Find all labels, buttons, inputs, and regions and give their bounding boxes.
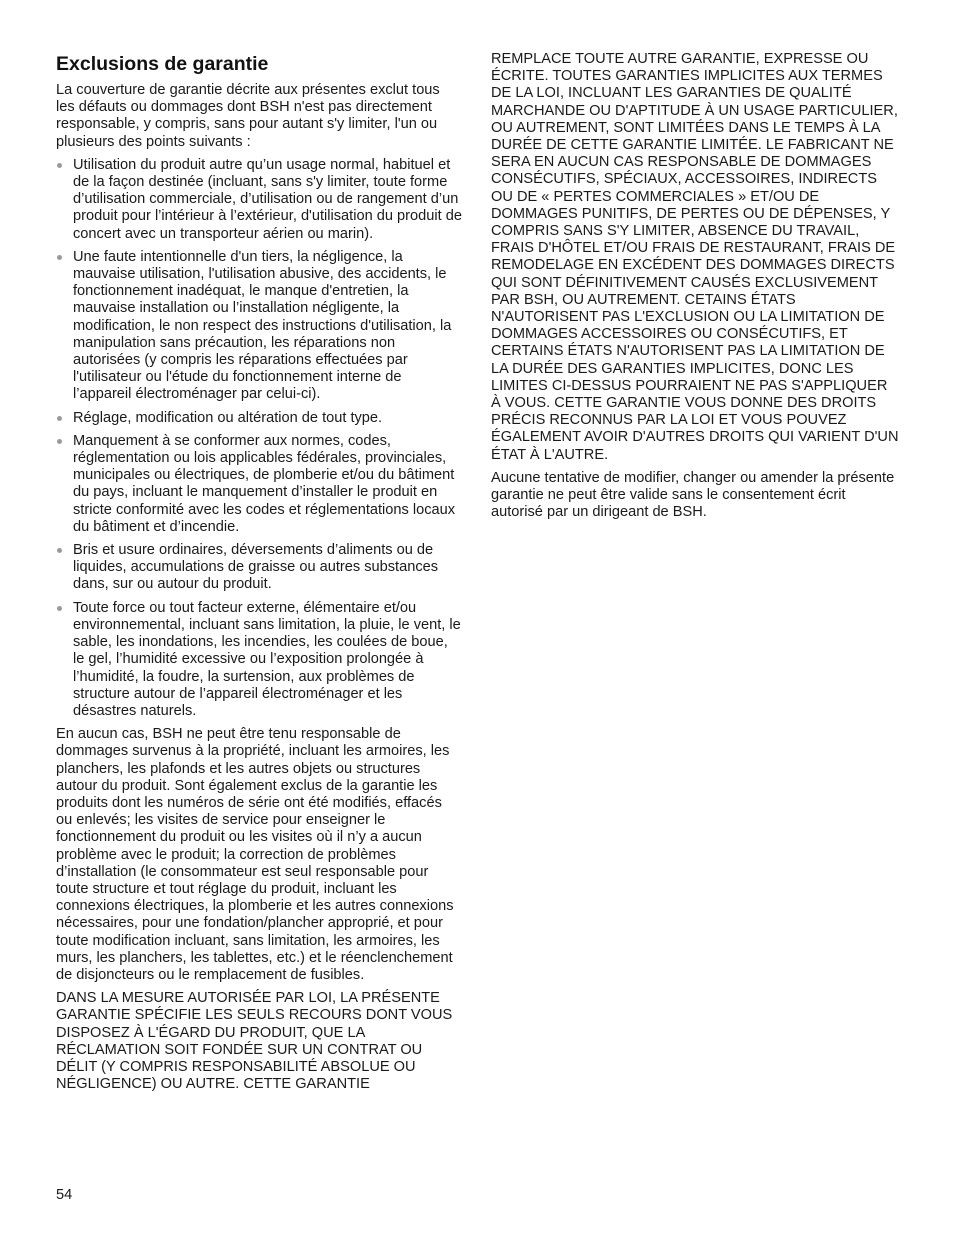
bullet-icon xyxy=(57,416,62,421)
list-item-text: Bris et usure ordinaires, déversements d’aliments ou de liquides, accumulations de graisse ou autres substances dans, sur ou autour du produit. xyxy=(73,542,439,593)
bullet-icon xyxy=(57,163,62,168)
right-column xyxy=(491,51,899,527)
bullet-icon xyxy=(57,255,62,260)
list-item xyxy=(56,433,462,536)
list-item xyxy=(56,542,462,594)
liability-paragraph: En aucun cas, BSH ne peut être tenu responsable de dommages survenus à la propriété, incluant les armoires, les planchers, les plafonds et les autres objets ou structures autour du produit. Sont également exclus de la garantie les produits dont les numéros de série ont été modifiés, effacés ou enlevés; les visites de service pour enseigner le fonctionnement du produit ou les visites où il n’y a aucun problème avec le produit; la correction de problèmes d’installation (le consommateur est seul responsable pour toute structure et tout réglage du produit, incluant les connexions électriques, la plomberie et les autres connexions nécessaires, pour une fondation/plancher approprié, et pour toute modification incluant, sans limitation, les armoires, les murs, les planchers, les tablettes, etc.) et le réenclenchement de disjoncteurs ou le remplacement de fusibles. xyxy=(56,726,454,983)
list-item-text: Manquement à se conformer aux normes, codes, réglementation ou lois applicables fédérales, provinciales, municipales ou électriques, de plomberie et/ou du bâtiment du pays, incluant le manquement d’installer le produit en stricte conformité avec les codes et réglementations locaux du bâtiment et d’incendie. xyxy=(73,432,456,535)
bullet-icon xyxy=(57,548,62,553)
list-item-text: Réglage, modification ou altération de tout type. xyxy=(73,409,383,426)
warranty-caps-continuation: REMPLACE TOUTE AUTRE GARANTIE, EXPRESSE OU ÉCRITE. TOUTES GARANTIES IMPLICITES AUX TERMES DE LA LOI, INCLUANT LES GARANTIES DE QUALITÉ MARCHANDE OU D'APTITUDE À UN USAGE PARTICULIER, OU AUTREMENT, SONT LIMITÉES DANS LE TEMPS À LA DURÉE DE CETTE GARANTIE LIMITÉE. LE FABRICANT NE SERA EN AUCUN CAS RESPONSABLE DE DOMMAGES CONSÉCUTIFS, SPÉCIAUX, ACCESSOIRES, INDIRECTS OU DE « PERTES COMMERCIALES » ET/OU DE DOMMAGES PUNITIFS, DE PERTES OU DE DÉPENSES, Y COMPRIS SANS S'Y LIMITER, ABSENCE DU TRAVAIL, FRAIS D'HÔTEL ET/OU FRAIS DE RESTAURANT, FRAIS DE REMODELAGE EN EXCÉDENT DES DOMMAGES DIRECTS QUI SONT DÉFINITIVEMENT CAUSÉS EXCLUSIVEMENT PAR BSH, OU AUTREMENT. CETAINS ÉTATS N'AUTORISENT PAS L'EXCLUSION OU LA LIMITATION DE DOMMAGES ACCESSOIRES OU CONSÉCUTIFS, ET CERTAINS ÉTATS N'AUTORISENT PAS LA LIMITATION DE LA DURÉE DES GARANTIES IMPLICITES, DONC LES LIMITES CI-DESSUS POURRAIENT NE PAS S'APPLIQUER À VOUS. CETTE GARANTIE VOUS DONNE DES DROITS xyxy=(491,51,898,412)
bullet-icon xyxy=(57,439,62,444)
page-number: 54 xyxy=(56,1187,73,1203)
list-item xyxy=(56,157,462,243)
list-item-text: Toute force ou tout facteur externe, élémentaire et/ou environnemental, incluant sans limitation, la pluie, le vent, le sable, les inondations, les incendies, les coulées de boue, le gel, l’humidité excessive ou l’exposition prolongée à l’humidité, la foudre, la surtension, aux problèmes de structure autour de l’appareil électroménager et les désastres naturels. xyxy=(73,599,461,719)
closing-paragraph: Aucune tentative de modifier, changer ou amender la présente garantie ne peut être valide sans le consentement écrit autorisé par un dirigeant de BSH. xyxy=(491,469,895,521)
list-item-text: Utilisation du produit autre qu’un usage normal, habituel et de la façon destinée (incluant, sans s'y limiter, toute forme d’utilisation commerciale, d’utilisation ou de rangement d’un produit pour l’intérieur à l’extérieur, d'utilisation du produit de concert avec un transporteur aérien ou marin). xyxy=(73,156,462,242)
left-column xyxy=(56,52,462,1099)
warranty-caps-continuation-end: PRÉCIS RECONNUS PAR LA LOI ET VOUS POUVEZ ÉGALEMENT AVOIR D'AUTRES DROITS QUI VARIENT D'UN ÉTAT À L'AUTRE. xyxy=(491,412,899,463)
exclusions-list xyxy=(56,157,462,720)
bullet-icon xyxy=(57,606,62,611)
list-item xyxy=(56,249,462,404)
list-item xyxy=(56,410,462,427)
warranty-caps-paragraph: DANS LA MESURE AUTORISÉE PAR LOI, LA PRÉSENTE GARANTIE SPÉCIFIE LES SEULS RECOURS DONT VOUS DISPOSEZ À L'ÉGARD DU PRODUIT, QUE LA RÉCLAMATION SOIT FONDÉE SUR UN CONTRAT OU DÉLIT (Y COMPRIS RESPONSABILITÉ ABSOLUE OU NÉGLIGENCE) OU AUTRE. CETTE GARANTIE xyxy=(56,990,453,1093)
section-heading: Exclusions de garantie xyxy=(56,53,269,75)
list-item-text: Une faute intentionnelle d'un tiers, la négligence, la mauvaise utilisation, l'utilisation abusive, des accidents, le fonctionnement inadéquat, le manque d'entretien, la mauvaise installation ou l’installation négligente, la modification, le non respect des instructions d'utilisation, la manipulation sans précaution, les réparations non autorisées (y compris les réparations effectuées par l'utilisateur ou l'étude du fonctionnement interne de l’appareil électroménager par celui-ci). xyxy=(73,248,452,403)
list-item xyxy=(56,600,462,720)
intro-paragraph: La couverture de garantie décrite aux présentes exclut tous les défauts ou dommages dont BSH n'est pas directement responsable, y compris, sans pour autant s'y limiter, l'un ou plusieurs des points suivants : xyxy=(56,82,440,150)
